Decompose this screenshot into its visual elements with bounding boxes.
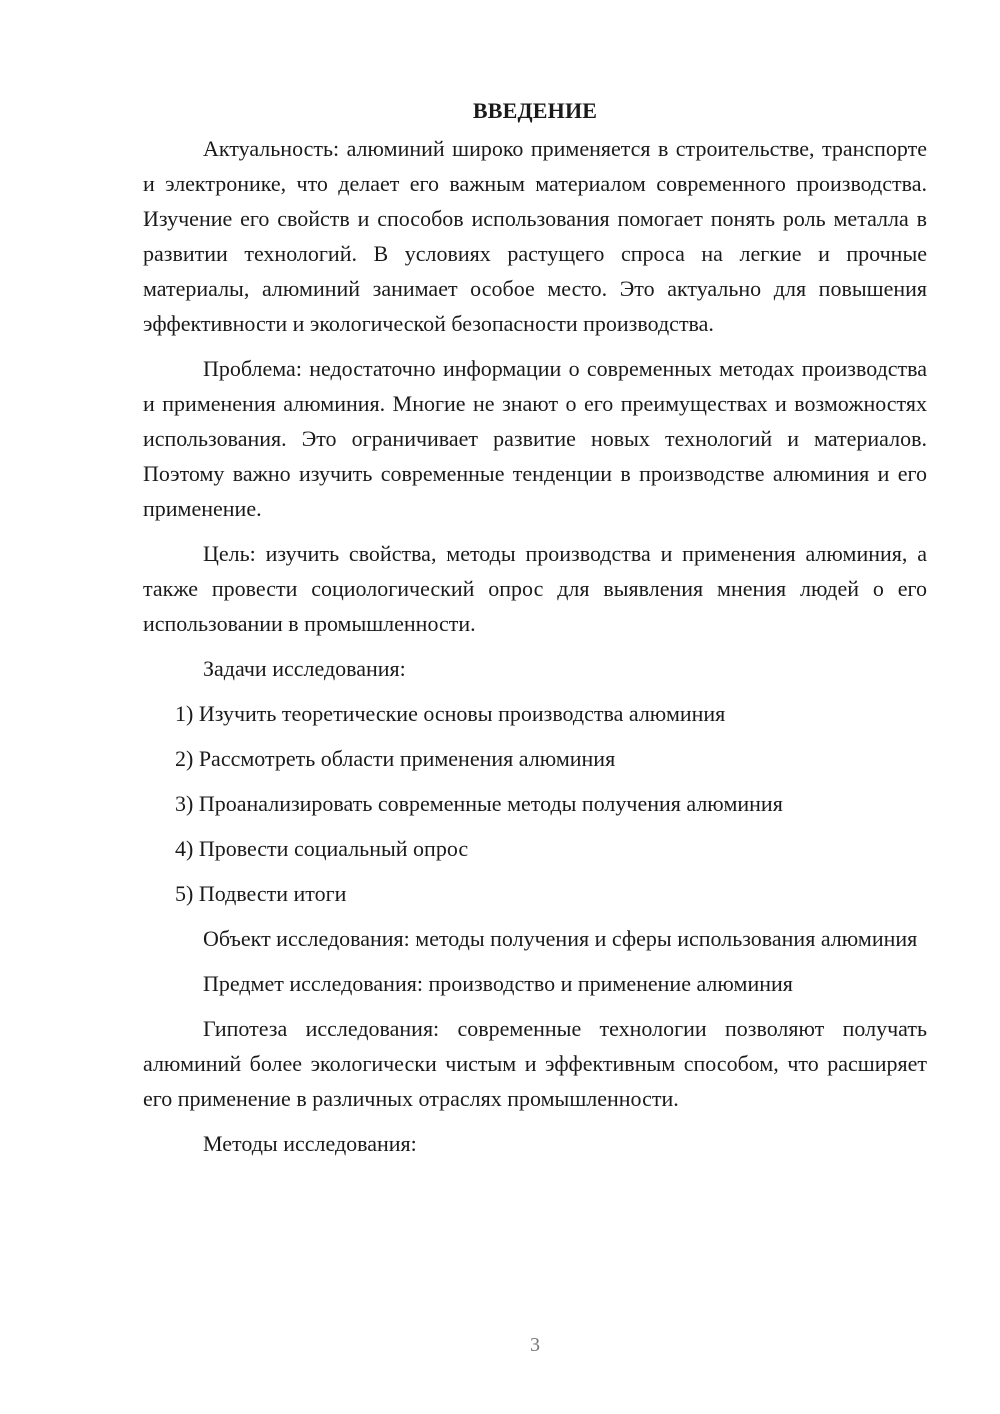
problem-paragraph: Проблема: недостаточно информации о современных методах производства и применения алюминия. Многие не знают о его преимуществах и возможностях использования. Это ограничивает развитие новых технологий и материалов. Поэтому важно изучить современные тенденции в производстве алюминия и его применение. [143, 356, 927, 521]
task-item: 1) Изучить теоретические основы производства алюминия [175, 701, 726, 726]
hypothesis-paragraph: Гипотеза исследования: современные технологии позволяют получать алюминий более экологически чистым и эффективным способом, что расширяет его применение в различных отраслях промышленности. [143, 1016, 927, 1111]
tasks-heading: Задачи исследования: [203, 656, 406, 681]
object-paragraph: Объект исследования: методы получения и сферы использования алюминия [203, 926, 918, 951]
task-item: 5) Подвести итоги [175, 881, 347, 906]
goal-paragraph: Цель: изучить свойства, методы производства и применения алюминия, а также провести социологический опрос для выявления мнения людей о его использовании в промышленности. [143, 541, 927, 636]
subject-paragraph: Предмет исследования: производство и применение алюминия [203, 971, 793, 996]
task-item: 4) Провести социальный опрос [175, 836, 469, 861]
document-page [143, 96, 927, 1171]
document-title: ВВЕДЕНИЕ [472, 98, 598, 123]
task-item: 2) Рассмотреть области применения алюминия [175, 746, 616, 771]
relevance-paragraph: Актуальность: алюминий широко применяется в строительстве, транспорте и электронике, что делает его важным материалом современного производства. Изучение его свойств и способов использования помогает понять роль металла в развитии технологий. В условиях растущего спроса на легкие и прочные материалы, алюминий занимает особое место. Это актуально для повышения эффективности и экологической безопасности производства. [143, 136, 927, 336]
methods-heading: Методы исследования: [203, 1131, 417, 1156]
task-item: 3) Проанализировать современные методы получения алюминия [175, 791, 783, 816]
page-number: 3 [530, 1334, 540, 1356]
tasks-list [143, 696, 927, 911]
